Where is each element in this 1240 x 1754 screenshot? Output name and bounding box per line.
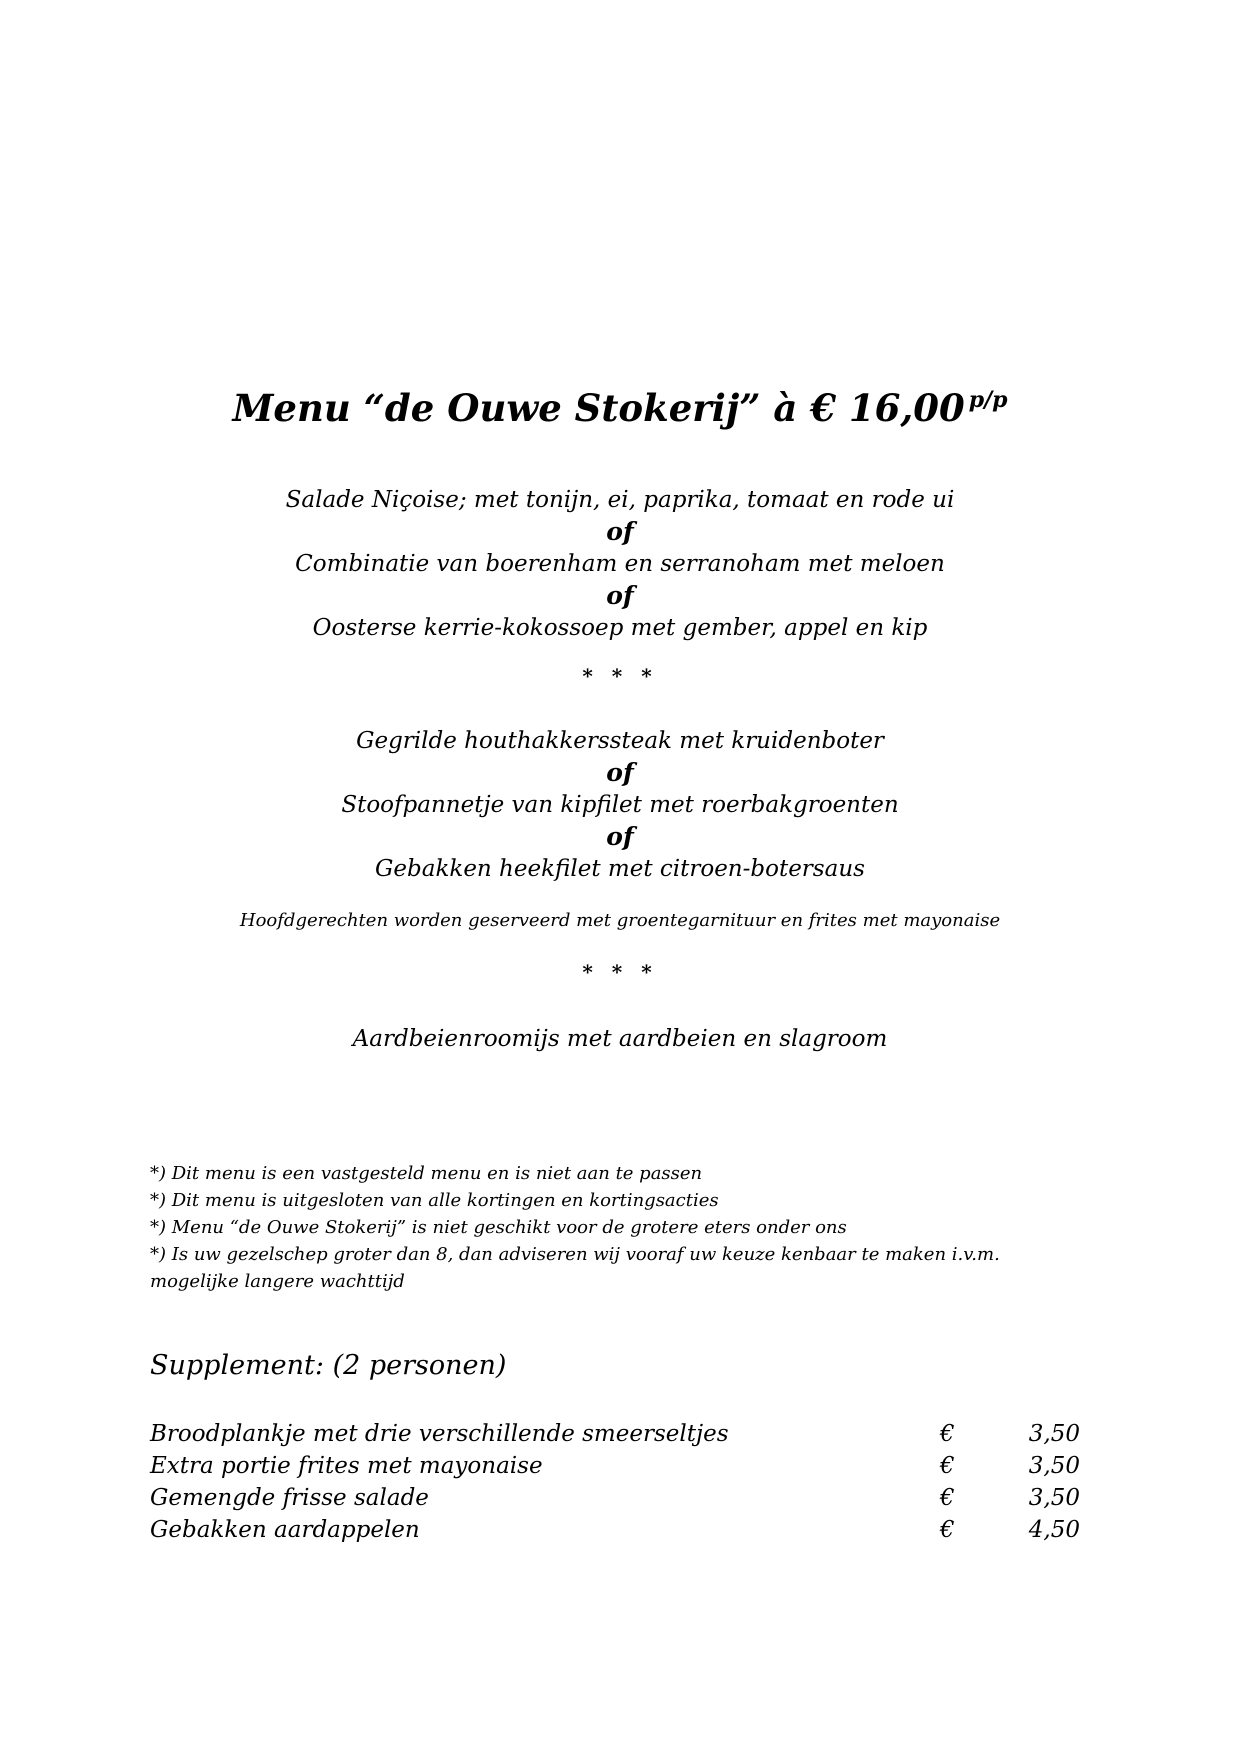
supplement-row <box>150 1418 1080 1450</box>
supplement-name: Broodplankje met drie verschillende smeerseltjes <box>150 1421 729 1447</box>
supplement-price: 3,50 <box>1028 1453 1080 1479</box>
starter-item: Combinatie van boerenham en serranoham met meloen <box>295 551 945 577</box>
or-separator: of <box>606 758 634 787</box>
note-item: *) Is uw gezelschep groter dan 8, dan adviseren wij vooraf uw keuze kenbaar te maken i.v.m. mogelijke langere wachttijd <box>150 1244 1000 1292</box>
supplement-row <box>150 1450 1080 1482</box>
supplement-list <box>150 1418 1080 1546</box>
starter-item: Salade Niçoise; met tonijn, ei, paprika, tomaat en rode ui <box>285 487 955 513</box>
currency-symbol: € <box>940 1453 955 1479</box>
course-divider: * * * <box>582 664 658 688</box>
supplement-row <box>150 1514 1080 1546</box>
currency-symbol: € <box>940 1421 955 1447</box>
supplement-name: Extra portie frites met mayonaise <box>150 1453 543 1479</box>
starters-section <box>0 484 1240 644</box>
course-divider: * * * <box>582 960 658 984</box>
desserts-section <box>0 1023 1240 1055</box>
mains-section <box>0 725 1240 885</box>
note-item: *) Menu “de Ouwe Stokerij” is niet geschikt voor de grotere eters onder ons <box>150 1217 847 1238</box>
supplement-name: Gemengde frisse salade <box>150 1485 429 1511</box>
currency-symbol: € <box>940 1517 955 1543</box>
supplement-price: 3,50 <box>1028 1485 1080 1511</box>
note-item: *) Dit menu is uitgesloten van alle kortingen en kortingsacties <box>150 1190 719 1211</box>
main-item: Gegrilde houthakkerssteak met kruidenboter <box>356 728 884 754</box>
or-separator: of <box>606 581 634 610</box>
supplement-price: 4,50 <box>1028 1517 1080 1543</box>
per-person-label: p/p <box>968 387 1008 413</box>
or-separator: of <box>606 517 634 546</box>
menu-title <box>0 375 1240 433</box>
starter-item: Oosterse kerrie-kokossoep met gember, appel en kip <box>312 615 928 641</box>
dessert-item: Aardbeienroomijs met aardbeien en slagroom <box>352 1026 888 1052</box>
supplement-name: Gebakken aardappelen <box>150 1517 420 1543</box>
supplement-title: Supplement: (2 personen) <box>150 1350 507 1381</box>
main-item: Gebakken heekfilet met citroen-botersaus <box>375 856 865 882</box>
or-separator: of <box>606 822 634 851</box>
main-item: Stoofpannetje van kipfilet met roerbakgroenten <box>341 792 899 818</box>
supplement-price: 3,50 <box>1028 1421 1080 1447</box>
mains-note: Hoofdgerechten worden geserveerd met groentegarnituur en frites met mayonaise <box>239 910 1001 931</box>
supplement-row <box>150 1482 1080 1514</box>
note-item: *) Dit menu is een vastgesteld menu en is niet aan te passen <box>150 1163 703 1184</box>
menu-notes <box>150 1160 1060 1295</box>
menu-title-text: Menu “de Ouwe Stokerij” à € 16,00 <box>232 386 965 430</box>
currency-symbol: € <box>940 1485 955 1511</box>
